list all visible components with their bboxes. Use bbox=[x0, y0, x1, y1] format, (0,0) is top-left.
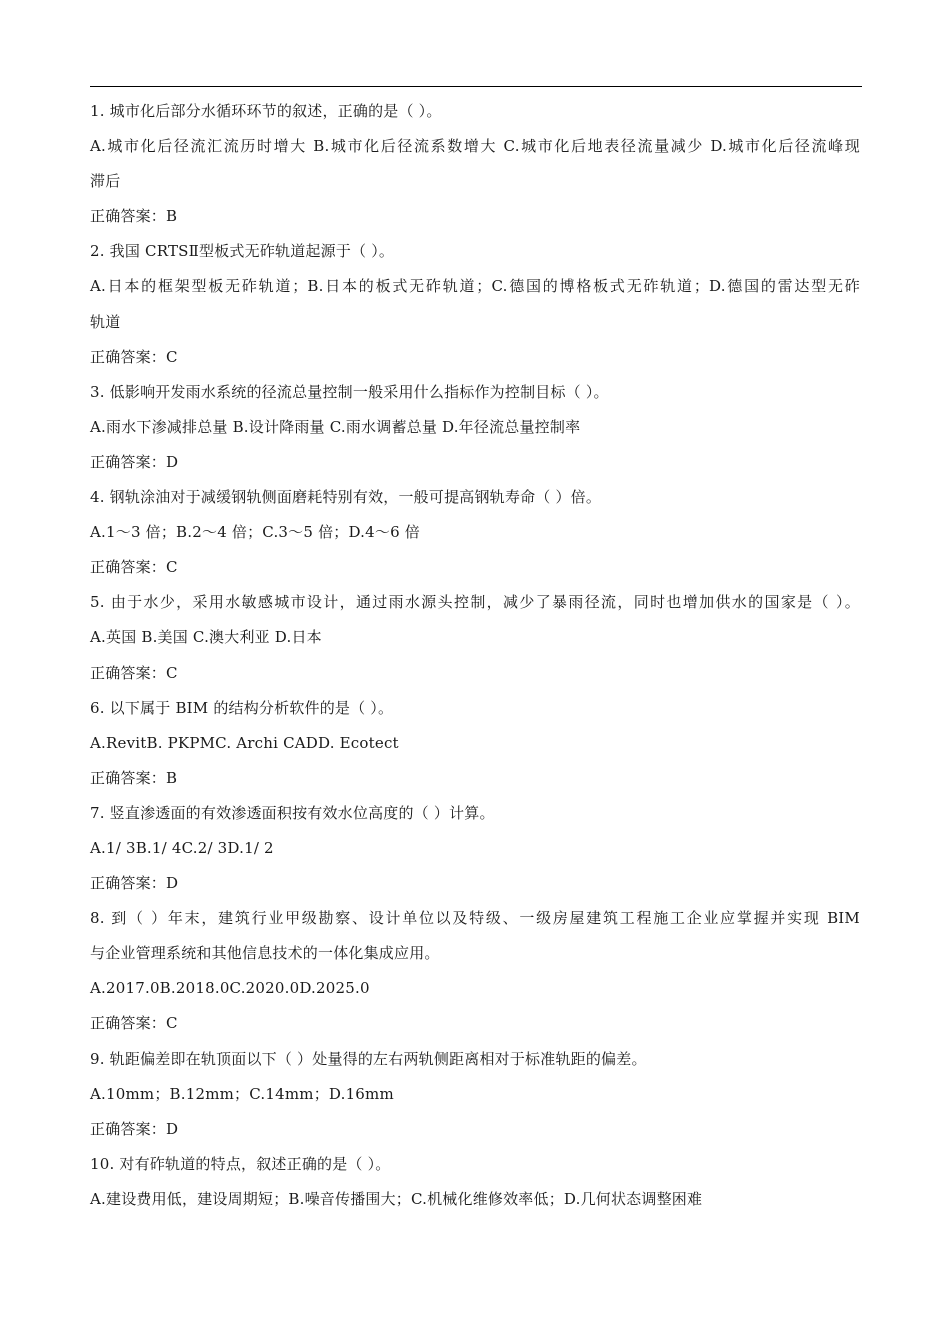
question-1-options: A.城市化后径流汇流历时增大 B.城市化后径流系数增大 C.城市化后地表径流量减少 D.城市化后径流峰现 bbox=[90, 137, 860, 156]
question-1-answer: 正确答案：B bbox=[90, 207, 178, 226]
question-4-text: 4. 钢轨涂油对于减缓钢轨侧面磨耗特别有效，一般可提高钢轨寿命（ ）倍。 bbox=[90, 488, 602, 507]
question-9-options: A.10mm；B.12mm；C.14mm；D.16mm bbox=[90, 1084, 394, 1103]
question-6-answer: 正确答案：B bbox=[90, 768, 178, 787]
question-list bbox=[90, 94, 860, 1217]
question-7-text: 7. 竖直渗透面的有效渗透面积按有效水位高度的（ ）计算。 bbox=[90, 803, 495, 822]
question-4-options: A.1～3 倍；B.2～4 倍；C.3～5 倍；D.4～6 倍 bbox=[90, 523, 420, 542]
question-7-answer: 正确答案：D bbox=[90, 874, 179, 893]
question-2-answer: 正确答案：C bbox=[90, 347, 178, 366]
question-3-answer: 正确答案：D bbox=[90, 452, 179, 471]
question-2-text: 2. 我国 CRTSⅡ型板式无砟轨道起源于（ ）。 bbox=[90, 242, 395, 261]
question-4-answer: 正确答案：C bbox=[90, 558, 178, 577]
question-10-text: 10. 对有砟轨道的特点，叙述正确的是（ ）。 bbox=[90, 1154, 391, 1173]
question-9-text: 9. 轨距偏差即在轨顶面以下（ ）处量得的左右两轨侧距离相对于标准轨距的偏差。 bbox=[90, 1049, 647, 1068]
question-8-options: A.2017.0B.2018.0C.2020.0D.2025.0 bbox=[90, 979, 370, 998]
question-6-text: 6. 以下属于 BIM 的结构分析软件的是（ ）。 bbox=[90, 698, 394, 717]
header-rule bbox=[90, 86, 862, 87]
question-6-options: A.RevitB. PKPMC. Archi CADD. Ecotect bbox=[90, 733, 399, 752]
question-5-answer: 正确答案：C bbox=[90, 663, 178, 682]
question-2-options: A.日本的框架型板无砟轨道；B.日本的板式无砟轨道；C.德国的博格板式无砟轨道；D.德国的雷达型无砟 bbox=[90, 277, 860, 296]
question-5-text: 5. 由于水少，采用水敏感城市设计，通过雨水源头控制，减少了暴雨径流，同时也增加供水的国家是（ ）。 bbox=[90, 593, 860, 612]
question-5-options: A.英国 B.美国 C.澳大利亚 D.日本 bbox=[90, 628, 322, 647]
question-2-options-cont: 轨道 bbox=[90, 312, 121, 331]
question-8-text: 8. 到（ ）年末，建筑行业甲级勘察、设计单位以及特级、一级房屋建筑工程施工企业应掌握并实现 BIM bbox=[90, 909, 860, 928]
question-9-answer: 正确答案：D bbox=[90, 1119, 179, 1138]
question-8-text-cont: 与企业管理系统和其他信息技术的一体化集成应用。 bbox=[90, 944, 440, 963]
question-3-options: A.雨水下渗减排总量 B.设计降雨量 C.雨水调蓄总量 D.年径流总量控制率 bbox=[90, 417, 581, 436]
question-3-text: 3. 低影响开发雨水系统的径流总量控制一般采用什么指标作为控制目标（ ）。 bbox=[90, 382, 609, 401]
question-1-options-cont: 滞后 bbox=[90, 172, 121, 191]
question-1-text: 1. 城市化后部分水循环环节的叙述，正确的是（ ）。 bbox=[90, 102, 442, 120]
question-7-options: A.1/ 3B.1/ 4C.2/ 3D.1/ 2 bbox=[90, 838, 274, 857]
question-10-options: A.建设费用低，建设周期短；B.噪音传播围大；C.机械化维修效率低；D.几何状态调整困难 bbox=[90, 1189, 703, 1208]
question-8-answer: 正确答案：C bbox=[90, 1014, 178, 1033]
